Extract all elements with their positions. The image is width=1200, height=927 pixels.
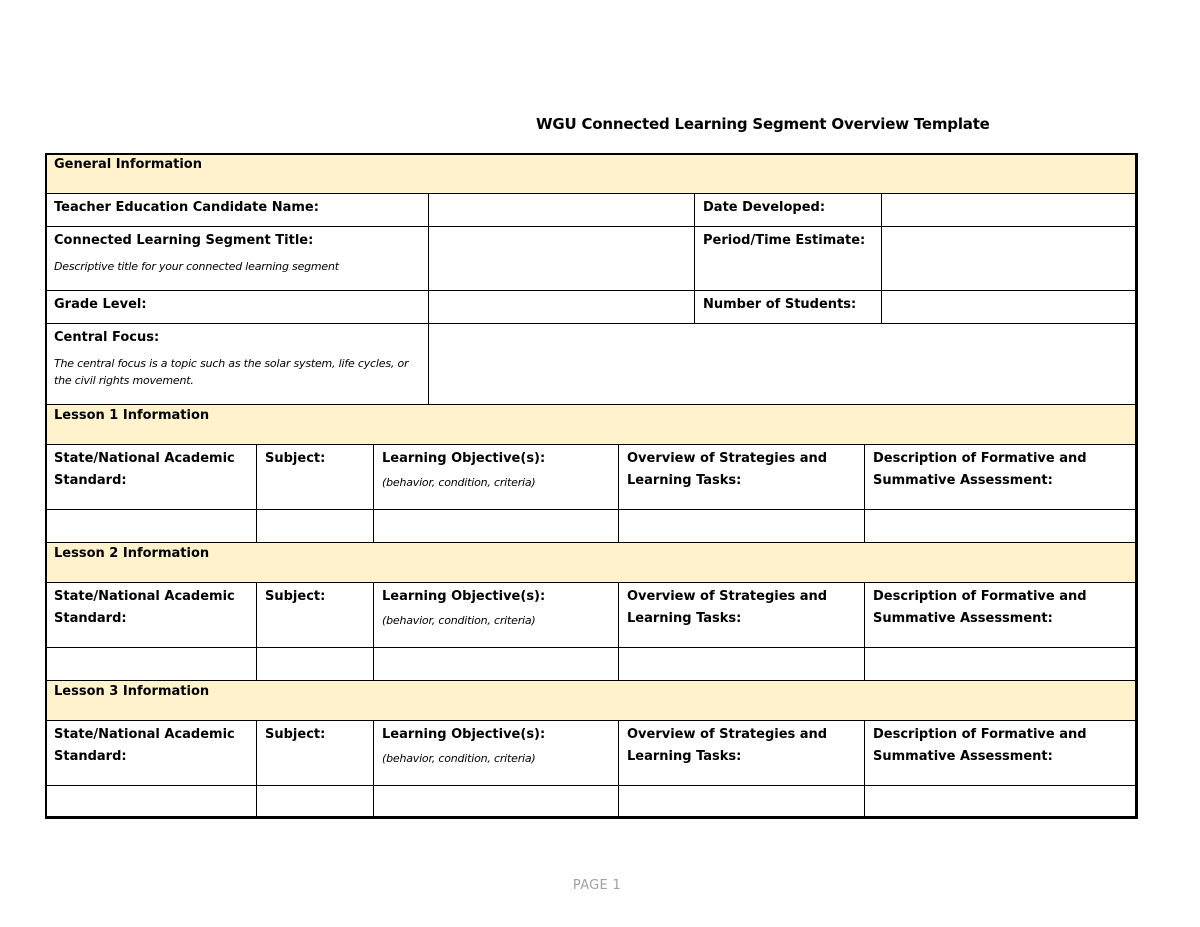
segment-title-label-cell [46, 227, 429, 291]
subject-label: Subject: [257, 583, 374, 648]
assessment-label: Description of Formative and Summative Assessment: [865, 583, 1138, 648]
lesson-3-strategies-field[interactable] [619, 786, 865, 819]
lesson-3-standard-field[interactable] [46, 786, 257, 819]
period-field[interactable] [882, 227, 1138, 291]
lesson-2-header: Lesson 2 Information [46, 543, 1138, 583]
lesson-2-strategies-field[interactable] [619, 648, 865, 681]
central-focus-label: Central Focus: [54, 330, 160, 345]
standard-label: State/National Academic Standard: [46, 721, 257, 786]
lesson-1-header: Lesson 1 Information [46, 405, 1138, 445]
lesson-3-header: Lesson 3 Information [46, 681, 1138, 721]
lesson-1-table [45, 404, 1138, 543]
segment-title-field[interactable] [429, 227, 695, 291]
document-title: WGU Connected Learning Segment Overview Template [536, 115, 990, 133]
lesson-2-assessment-field[interactable] [865, 648, 1138, 681]
subject-label: Subject: [257, 445, 374, 510]
central-focus-label-cell [46, 324, 429, 406]
date-developed-label: Date Developed: [695, 194, 882, 227]
subject-label: Subject: [257, 721, 374, 786]
num-students-label: Number of Students: [695, 291, 882, 324]
segment-title-label: Connected Learning Segment Title: [54, 233, 314, 248]
standard-label: State/National Academic Standard: [46, 583, 257, 648]
lesson-3-assessment-field[interactable] [865, 786, 1138, 819]
central-focus-hint: The central focus is a topic such as the solar system, life cycles, or the civil rights movement. [54, 357, 409, 387]
objective-label: Learning Objective(s): [382, 727, 546, 742]
page-number: PAGE 1 [572, 878, 622, 893]
lesson-1-strategies-field[interactable] [619, 510, 865, 543]
lesson-1-assessment-field[interactable] [865, 510, 1138, 543]
lesson-2-table [45, 542, 1138, 681]
date-developed-field[interactable] [882, 194, 1138, 227]
grade-level-field[interactable] [429, 291, 695, 324]
objective-hint: (behavior, condition, criteria) [382, 752, 536, 765]
candidate-name-label: Teacher Education Candidate Name: [46, 194, 429, 227]
num-students-field[interactable] [882, 291, 1138, 324]
standard-label: State/National Academic Standard: [46, 445, 257, 510]
objective-label-cell [374, 721, 619, 786]
objective-label: Learning Objective(s): [382, 589, 546, 604]
lesson-2-standard-field[interactable] [46, 648, 257, 681]
lesson-3-subject-field[interactable] [257, 786, 374, 819]
segment-title-hint: Descriptive title for your connected learning segment [54, 260, 339, 273]
objective-label-cell [374, 583, 619, 648]
lesson-1-objective-field[interactable] [374, 510, 619, 543]
central-focus-field[interactable] [429, 324, 1138, 406]
period-label: Period/Time Estimate: [695, 227, 882, 291]
strategies-label: Overview of Strategies and Learning Tasks: [619, 583, 865, 648]
strategies-label: Overview of Strategies and Learning Tasks: [619, 445, 865, 510]
general-information-header: General Information [46, 154, 1138, 194]
strategies-label: Overview of Strategies and Learning Tasks: [619, 721, 865, 786]
assessment-label: Description of Formative and Summative Assessment: [865, 445, 1138, 510]
grade-level-label: Grade Level: [46, 291, 429, 324]
lesson-3-objective-field[interactable] [374, 786, 619, 819]
objective-hint: (behavior, condition, criteria) [382, 614, 536, 627]
general-information-table [45, 153, 1138, 406]
lesson-1-subject-field[interactable] [257, 510, 374, 543]
assessment-label: Description of Formative and Summative Assessment: [865, 721, 1138, 786]
objective-label: Learning Objective(s): [382, 451, 546, 466]
lesson-3-table [45, 680, 1138, 819]
objective-hint: (behavior, condition, criteria) [382, 476, 536, 489]
candidate-name-field[interactable] [429, 194, 695, 227]
lesson-2-subject-field[interactable] [257, 648, 374, 681]
objective-label-cell [374, 445, 619, 510]
lesson-2-objective-field[interactable] [374, 648, 619, 681]
lesson-1-standard-field[interactable] [46, 510, 257, 543]
